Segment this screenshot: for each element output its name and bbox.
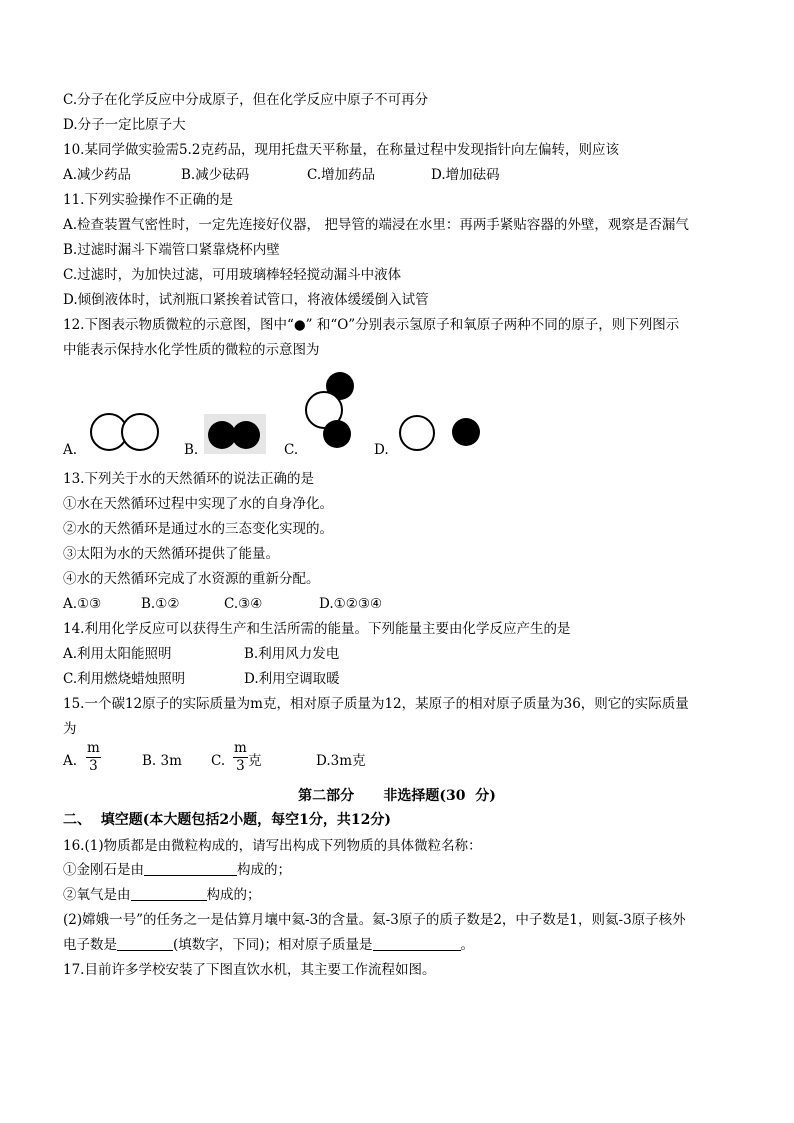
q12-option-b-label: B. [184,442,199,458]
q12-option-a-label: A. [63,442,78,458]
q15-stem-line2: 为 [63,721,77,737]
q10-option-a: A.减少药品 [63,167,132,183]
q12-option-c-diagram [300,368,360,454]
q14-option-d: D.利用空调取暖 [244,671,340,687]
q12-option-d-label: D. [374,442,389,458]
q14-option-a: A.利用太阳能照明 [63,646,172,662]
q10-option-d: D.增加砝码 [431,167,500,183]
answer-blank-electron-count[interactable] [117,936,173,951]
q15-option-c-label: C. [211,753,226,769]
q17-stem: 17.目前许多学校安装了下图直饮水机，其主要工作流程如图。 [63,962,436,978]
q15-option-a-label: A. [63,753,78,769]
q16-line2-prefix: ②氧气是由 [63,887,131,903]
q12-stem-line1: 12.下图表示物质微粒的示意图，图中“●” 和“O”分别表示氢原子和氧原子两种不同的原子，则下列图示 [63,317,680,333]
part-two-title: 第二部分 非选择题(30 分) [298,788,496,804]
fraction-numerator: m [234,740,247,756]
q16-part2-prefix: 电子数是 [63,937,117,953]
q11-option-c: C.过滤时，为加快过滤，可用玻璃棒轻轻搅动漏斗中液体 [63,267,402,283]
q13-option-a: A.①③ [63,596,102,612]
q12-option-d-diagram [396,412,486,454]
q15-option-c-unit: 克 [248,753,262,769]
q16-line1-suffix: 构成的； [237,862,291,878]
q14-stem: 14.利用化学反应可以获得生产和生活所需的能量。下列能量主要由化学反应产生的是 [63,621,571,637]
q11-option-a: A.检查装置气密性时，一定先连接好仪器， 把导管的端浸在水里：再两手紧贴容器的外壁，观察是否漏气 [63,217,689,233]
answer-blank-oxygen[interactable] [131,886,207,901]
q12-option-c-label: C. [284,442,299,458]
q11-option-b: B.过滤时漏斗下端管口紧靠烧杯内壁 [63,242,280,258]
q9-option-c: C.分子在化学反应中分成原子，但在化学反应中原子不可再分 [63,92,429,108]
q11-option-d: D.倾倒液体时，试剂瓶口紧挨着试管口，将液体缓缓倒入试管 [63,292,429,308]
q12-option-b-diagram [204,414,266,454]
q15-option-c-fraction [233,741,248,774]
q16-line2-suffix: 构成的； [206,887,261,903]
q13-statement-2: ②水的天然循环是通过水的三态变化实现的。 [63,521,333,537]
q14-option-b: B.利用风力发电 [244,646,340,662]
q16-stem: 16.(1)物质都是由微粒构成的，请写出构成下列物质的具体微粒名称： [63,838,482,854]
fraction-denominator: 3 [89,758,98,774]
fraction-denominator: 3 [236,758,245,774]
q12-option-a-diagram [88,410,163,454]
q11-stem: 11.下列实验操作不正确的是 [63,192,233,208]
q10-option-b: B.减少砝码 [181,167,250,183]
answer-blank-relative-atomic-mass[interactable] [373,936,461,951]
q15-stem-line1: 15.一个碳12原子的实际质量为m克，相对原子质量为12，某原子的相对原子质量为36，则它的实际质量 [63,696,689,712]
q16-line1-prefix: ①金刚石是由 [63,862,144,878]
q16-part2-middle: (填数字，下同)；相对原子质量是 [173,937,373,953]
q16-line1 [63,861,291,879]
q14-option-c: C.利用燃烧蜡烛照明 [63,671,186,687]
q13-statement-3: ③太阳为水的天然循环提供了能量。 [63,546,279,562]
q10-stem: 10.某同学做实验需5.2克药品，现用托盘天平称量，在称量过程中发现指针向左偏转，则应该 [63,142,619,158]
q15-option-d: D.3m克 [316,753,366,769]
q13-stem: 13.下列关于水的天然循环的说法正确的是 [63,471,314,487]
q16-part2-line1: (2)嫦娥一号”的任务之一是估算月壤中氦-3的含量。氦-3原子的质子数是2，中子数是1，则氦-3原子核外 [63,912,686,928]
q13-statement-4: ④水的天然循环完成了水资源的重新分配。 [63,571,320,587]
q16-part2-line2 [63,936,474,954]
q10-option-c: C.增加药品 [307,167,376,183]
q13-statement-1: ①水在天然循环过程中实现了水的自身净化。 [63,496,333,512]
q16-line2 [63,886,261,904]
fraction-numerator: m [87,740,100,756]
q15-option-b: B. 3m [142,753,182,769]
section-two-heading: 二、 填空题(本大题包括2小题，每空1分，共12分) [63,812,391,828]
q16-part2-suffix: 。 [460,937,475,953]
answer-blank-diamond[interactable] [144,861,237,876]
q13-option-d: D.①②③④ [319,596,383,612]
q13-option-b: B.①② [141,596,180,612]
q9-option-d: D.分子一定比原子大 [63,117,186,133]
q12-stem-line2: 中能表示保持水化学性质的微粒的示意图为 [63,342,320,358]
q13-option-c: C.③④ [224,596,263,612]
q15-option-a-fraction [86,741,101,774]
